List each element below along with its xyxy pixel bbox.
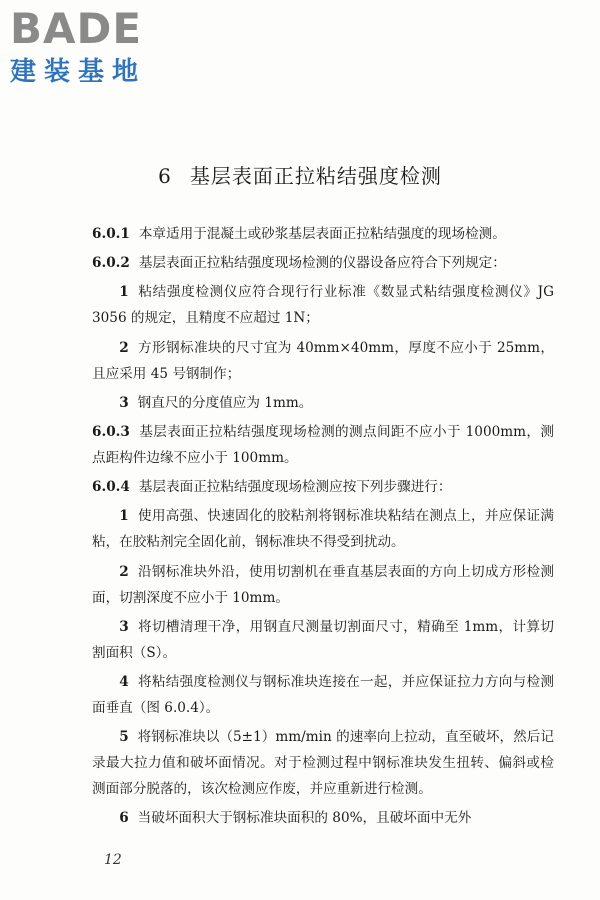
clause-number: 6.0.1 <box>92 226 130 242</box>
chapter-title <box>0 160 600 189</box>
clause-number: 6.0.2 <box>92 255 130 272</box>
paragraph-text: 基层表面正拉粘结强度现场检测的测点间距不应小于 1000mm，测点距构件边缘不应小于 100mm。 <box>92 423 554 466</box>
logo <box>10 4 146 90</box>
logo-brand: BADE <box>10 4 143 53</box>
paragraph <box>92 503 554 555</box>
item-number: 3 <box>119 394 129 411</box>
paragraph <box>92 335 554 387</box>
paragraph <box>92 559 554 611</box>
paragraph <box>92 250 554 276</box>
item-number: 1 <box>119 284 129 301</box>
item-number: 6 <box>119 810 129 827</box>
logo-brand-cn: 建装基地 <box>10 57 147 87</box>
clause-number: 6.0.3 <box>92 423 130 440</box>
paragraph-text: 基层表面正拉粘结强度现场检测应按下列步骤进行： <box>138 479 452 496</box>
paragraph <box>92 279 554 331</box>
paragraph-text: 基层表面正拉粘结强度现场检测的仪器设备应符合下列规定： <box>138 255 506 272</box>
item-number: 4 <box>119 673 129 690</box>
paragraph-text: 沿钢标准块外沿，使用切割机在垂直基层表面的方向上切成方形检测面，切割深度不应小于 10mm。 <box>92 563 554 606</box>
paragraph <box>92 614 554 666</box>
page-number: 12 <box>104 852 122 868</box>
paragraph <box>92 669 554 721</box>
chapter-number: 6 <box>158 164 172 188</box>
paragraph <box>92 221 554 247</box>
paragraph-text: 本章适用于混凝土或砂浆基层表面正拉粘结强度的现场检测。 <box>138 226 506 242</box>
paragraph-text: 方形钢标准块的尺寸宜为 40mm×40mm，厚度不应小于 25mm，且应采用 45 号钢制作； <box>92 339 554 382</box>
item-number: 2 <box>119 563 129 580</box>
chapter-title-text: 基层表面正拉粘结强度检测 <box>189 164 442 188</box>
paragraph-text: 将切槽清理干净，用钢直尺测量切割面尺寸，精确至 1mm，计算切割面积（S）。 <box>92 618 554 661</box>
paragraph <box>92 419 554 471</box>
paragraph <box>92 724 554 802</box>
paragraph-text: 钢直尺的分度值应为 1mm。 <box>137 394 313 411</box>
item-number: 3 <box>119 618 129 635</box>
paragraph <box>92 390 554 416</box>
clause-number: 6.0.4 <box>92 479 130 496</box>
paragraph-text: 将钢标准块以（5±1）mm/min 的速率向上拉动，直至破坏，然后记录最大拉力值和破坏面情况。对于检测过程中钢标准块发生扭转、偏斜或检测面部分脱落的，该次检测应作废，并应重新进行检测。 <box>92 729 554 798</box>
paragraph-text: 粘结强度检测仪应符合现行行业标准《数显式粘结强度检测仪》JG 3056 的规定，且精度不应超过 1N； <box>92 284 554 327</box>
paragraph-text: 当破坏面积大于钢标准块面积的 80%，且破坏面中无外 <box>137 810 472 827</box>
document-body <box>92 221 554 834</box>
item-number: 5 <box>119 729 129 746</box>
item-number: 1 <box>119 508 129 525</box>
paragraph <box>92 805 554 831</box>
paragraph-text: 将粘结强度检测仪与钢标准块连接在一起，并应保证拉力方向与检测面垂直（图 6.0.4）。 <box>92 673 554 716</box>
item-number: 2 <box>119 339 129 356</box>
paragraph <box>92 474 554 500</box>
paragraph-text: 使用高强、快速固化的胶粘剂将钢标准块粘结在测点上，并应保证满粘，在胶粘剂完全固化前，钢标准块不得受到扰动。 <box>92 508 554 551</box>
